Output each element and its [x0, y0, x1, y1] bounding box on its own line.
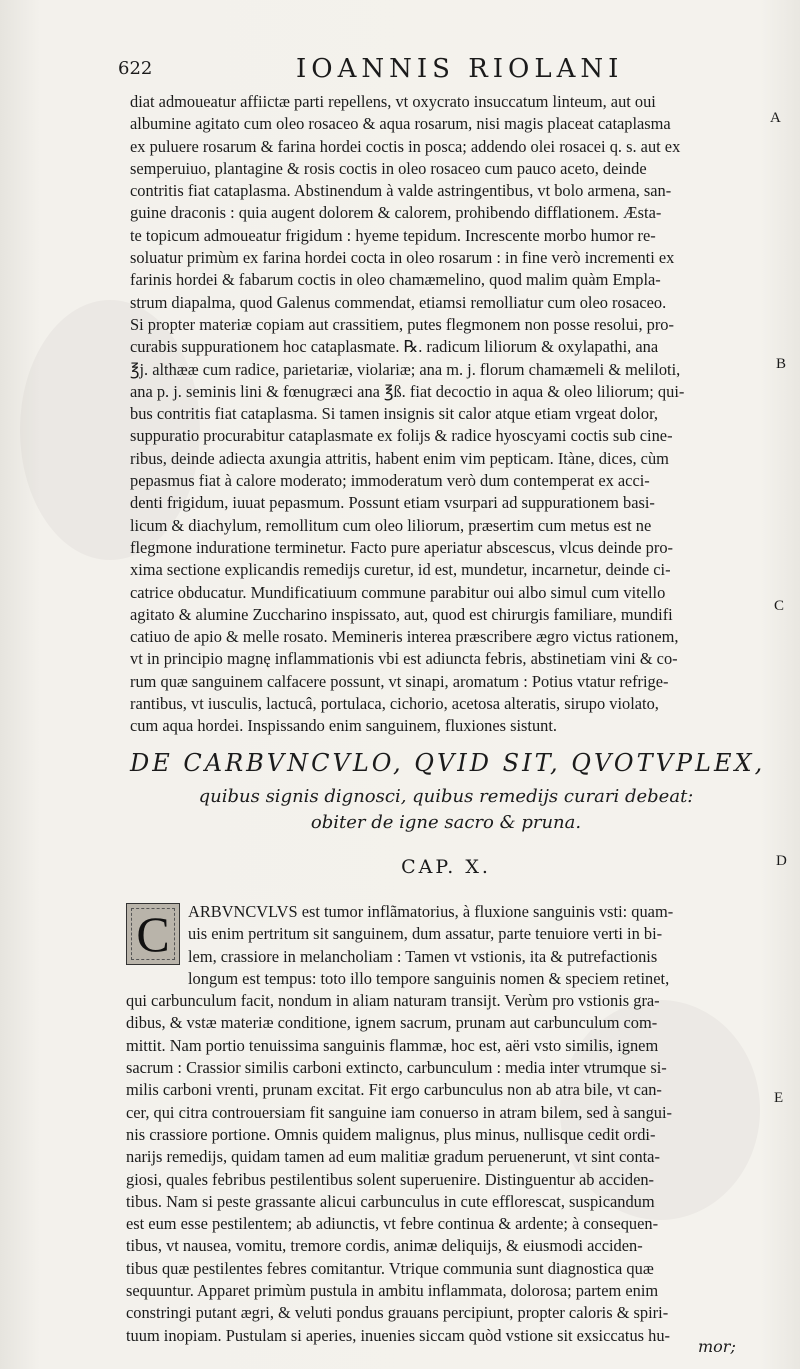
- margin-letter: B: [776, 356, 787, 372]
- text-line: ℥j. althææ cum radice, parietariæ, violariæ; ana m. j. florum chamæmeli & meliloti,: [130, 359, 681, 379]
- text-line: bus contritis fiat cataplasma. Si tamen insignis sit calor atque etiam vrgeat dolor,: [130, 404, 658, 424]
- text-line: Si propter materiæ copiam aut crassitiem, putes flegmonem non posse resolui, pro-: [130, 314, 674, 334]
- text-line: tibus. Nam si peste grassante alicui carbunculus in cute efflorescat, suspicandum: [126, 1191, 655, 1211]
- text-line: catrice obducatur. Mundificatiuum commune parabitur oui albo simul cum vitello: [130, 582, 666, 602]
- text-line: ana p. j. seminis lini & fœnugræci ana ℥ß. fiat decoctio in aqua & oleo liliorum; qui-: [130, 381, 685, 401]
- running-title: IOANNIS RIOLANI: [296, 54, 624, 84]
- chapter-number: CAP. X.: [401, 856, 491, 878]
- margin-letter: E: [774, 1090, 784, 1106]
- text-line: dibus, & vstæ materiæ conditione, ignem sacrum, prunam aut carbunculum com-: [126, 1013, 658, 1033]
- text-line: constringi putant ægri, & veluti pondus grauans percipiunt, propter caloris & spiri-: [126, 1303, 669, 1323]
- text-line: milis carboni vrenti, prunam excitat. Fit ergo carbunculus non ab atra bile, vt can-: [126, 1080, 662, 1100]
- text-line: tibus quæ pestilentes febres comitantur. Vtrique communia sunt diagnostica quæ: [126, 1258, 654, 1278]
- text-line: sequuntur. Apparet primùm pustula in ambitu inflammata, dolorosa; partem enim: [126, 1281, 659, 1301]
- text-line: strum diapalma, quod Galenus commendat, etiamsi remolliatur cum oleo rosaceo.: [130, 292, 667, 312]
- text-line: catiuo de apio & melle rosato. Memineris interea præscribere ægro victus rationem,: [130, 627, 679, 647]
- text-line: diat admoueatur affiictæ parti repellens, vt oxycrato insuccatum linteum, aut oui: [130, 92, 656, 111]
- text-line: uis enim pertritum sit sanguinem, dum assatur, parte tenuiore verti in bi-: [188, 924, 663, 944]
- margin-letter: D: [776, 853, 787, 869]
- text-line: narijs remedijs, quidam tamen ad eum malitiæ gradum peruenerunt, vt sint conta-: [126, 1147, 660, 1167]
- text-line: flegmone induratione terminetur. Facto pure aperiatur abscescus, vlcus deinde pro-: [130, 537, 673, 557]
- text-line: contritis fiat cataplasma. Abstinendum à valde astringentibus, vt bolo armena, san-: [130, 181, 672, 201]
- margin-letter: C: [774, 598, 785, 614]
- text-line: nis crassiore portione. Omnis quidem malignus, plus minus, nullisque cedit ordi-: [126, 1124, 656, 1144]
- text-line: denti frigidum, iuuat pepasmum. Possunt etiam vsurpari ad suppurationem basi-: [130, 493, 655, 513]
- text-line: tibus, vt nausea, vomitu, tremore cordis, animæ deliquijs, & eiusmodi acciden-: [126, 1236, 643, 1256]
- body-text-top: [130, 91, 762, 738]
- text-line: xima sectione explicandis remedijs curetur, id est, mundetur, incarnetur, deinde ci-: [130, 560, 671, 580]
- page-number: 622: [118, 58, 153, 79]
- text-line: guine draconis : quia augent dolorem & calorem, prohibendo difflationem. Æsta-: [130, 203, 662, 223]
- text-line: longum est tempus: toto illo tempore sanguinis nomen & speciem retinet,: [188, 968, 670, 988]
- text-line: ribus, deinde adiecta axungia attritis, habent enim vim pepticam. Itàne, dices, cùm: [130, 448, 669, 468]
- text-line: qui carbunculum facit, nondum in aliam naturam transijt. Verùm pro vstionis gra-: [126, 991, 660, 1011]
- text-line: cer, qui citra controuersiam fit sanguine iam conuerso in atram bilem, sed à sangui-: [126, 1102, 672, 1122]
- text-line: albumine agitato cum oleo rosaceo & aqua rosarum, nisi magis placeat cataplasma: [130, 114, 671, 134]
- text-line: est eum esse pestilentem; ab adiunctis, vt febre continua & ardente; à consequen-: [126, 1214, 659, 1234]
- text-line: vt in principio magnę inflammationis vbi est adiuncta febris, abstinetiam vini & co-: [130, 649, 678, 669]
- running-head: [118, 54, 758, 88]
- text-line: agitato & alumine Zuccharino inspissato, aut, quod est chirurgis familiare, mundifi: [130, 604, 673, 624]
- text-line: curabis suppurationem hoc cataplasmate. ℞. radicum liliorum & oxylapathi, ana: [130, 337, 659, 357]
- text-line: giosi, quales febribus pestilentibus solent superuenire. Distinguentur ab acciden-: [126, 1169, 655, 1189]
- chapter-heading: DE CARBVNCVLO, QVID SIT, QVOTVPLEX,: [130, 749, 766, 777]
- text-line: ex puluere rosarum & farina hordei coctis in posca; addendo olei rosacei q. s. aut ex: [130, 136, 681, 156]
- chapter-subheading-2: obiter de igne sacro & pruna.: [310, 812, 582, 833]
- text-line: farinis hordei & fabarum coctis in oleo chamæmelino, quod malim quàm Empla-: [130, 270, 661, 290]
- text-line: cum aqua hordei. Inspissando enim sanguinem, fluxiones sistunt.: [130, 716, 558, 736]
- text-line: pepasmus fiat à calore moderato; immoderatum verò dum contemperat ex acci-: [130, 471, 650, 491]
- chapter-subheading: quibus signis dignosci, quibus remedijs curari debeat:: [198, 786, 694, 807]
- text-line: licum & diachylum, remollitum cum oleo liliorum, præsertim cum metus est ne: [130, 515, 652, 535]
- text-line: rum quæ sanguinem calfacere possunt, vt sinapi, aromatum : Potius vtatur refrige-: [130, 671, 669, 691]
- drop-cap-initial: C: [126, 903, 180, 965]
- margin-letter: A: [770, 110, 781, 126]
- text-line: suppuratio procurabitur cataplasmate ex folijs & radice hyoscyami coctis sub cine-: [130, 426, 673, 446]
- text-line: semperuiuo, plantagine & rosis coctis in oleo rosaceo cum pauco aceto, deinde: [130, 158, 647, 178]
- text-line: lem, crassiore in melancholiam : Tamen vt vstionis, ita & putrefactionis: [188, 946, 658, 966]
- text-line: tuum inopiam. Pustulam si aperies, inuenies siccam quòd vstione sit exsiccatus hu-: [126, 1325, 670, 1345]
- text-line: ARBVNCVLVS est tumor inflãmatorius, à fluxione sanguinis vsti: quam-: [188, 902, 674, 921]
- body-text-chapter: [126, 901, 762, 1347]
- text-line: soluatur primùm ex farina hordei cocta in oleo rosarum : in fine verò incrementi ex: [130, 248, 675, 268]
- catchword: mor;: [698, 1337, 736, 1356]
- text-line: rantibus, vt iusculis, lactucâ, portulaca, cichorio, acetosa alteratis, sirupo violato,: [130, 694, 659, 714]
- text-line: mittit. Nam portio tenuissima sanguinis flammæ, hoc est, aëri vsto similis, ignem: [126, 1035, 659, 1055]
- text-line: sacrum : Crassior similis carboni extincto, carbunculum : media inter vtrumque si-: [126, 1058, 667, 1078]
- text-line: te topicum admoueatur frigidum : hyeme tepidum. Increscente morbo humor re-: [130, 225, 656, 245]
